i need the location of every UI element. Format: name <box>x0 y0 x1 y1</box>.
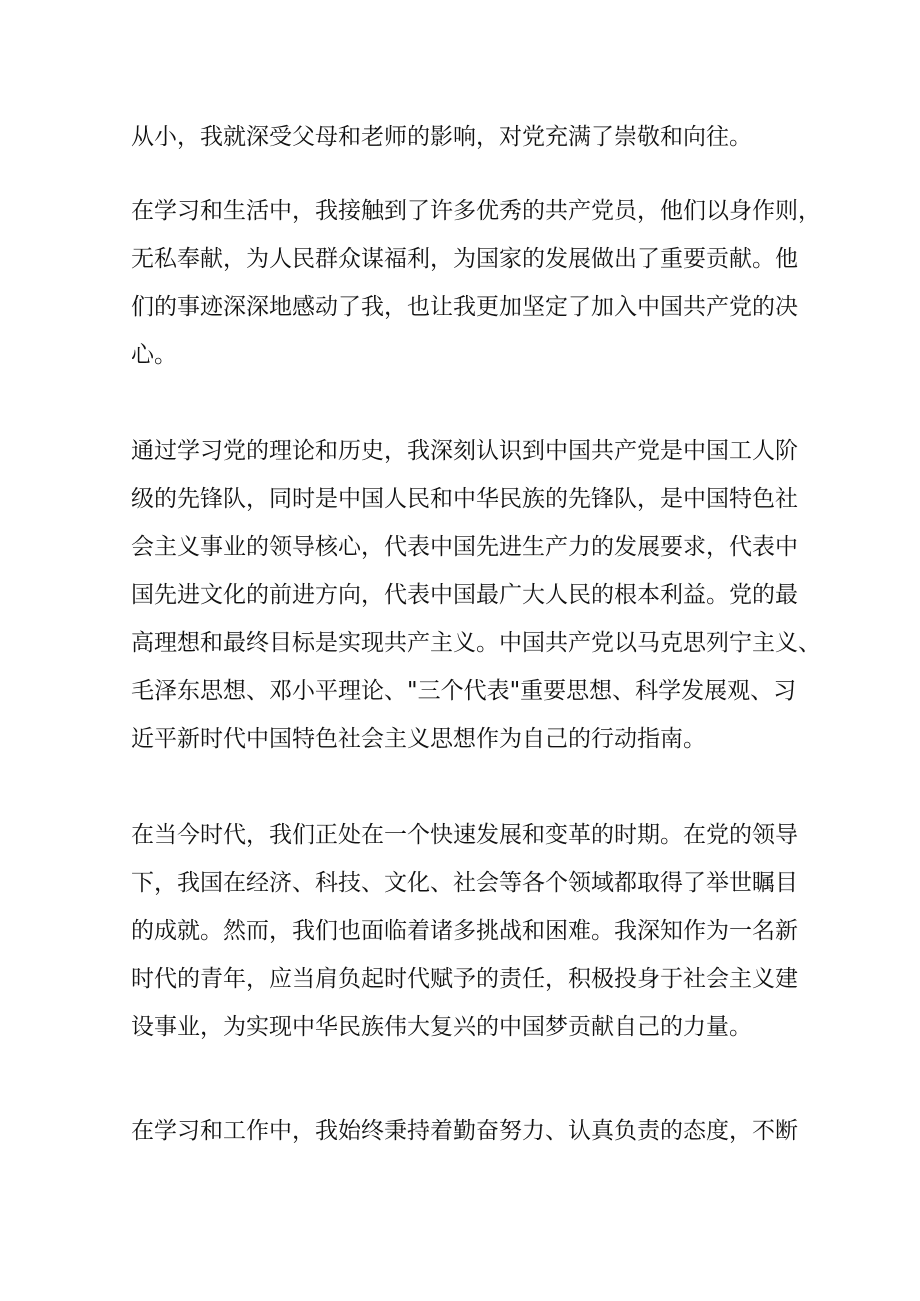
paragraph-1-line-1: 从小，我就深受父母和老师的影响，对党充满了崇敬和向往。 <box>131 124 752 150</box>
paragraph-3-line-1: 通过学习党的理论和历史，我深刻认识到中国共产党是中国工人阶 <box>131 438 798 464</box>
paragraph-3-line-6: 毛泽东思想、邓小平理论、"三个代表"重要思想、科学发展观、习 <box>131 678 797 704</box>
paragraph-4-line-2: 下，我国在经济、科技、文化、社会等各个领域都取得了举世瞩目 <box>131 870 798 896</box>
paragraph-2-line-1: 在学习和生活中，我接触到了许多优秀的共产党员，他们以身作则， <box>131 198 821 224</box>
paragraph-5-line-1: 在学习和工作中，我始终秉持着勤奋努力、认真负责的态度，不断 <box>131 1118 798 1144</box>
paragraph-4-line-5: 设事业，为实现中华民族伟大复兴的中国梦贡献自己的力量。 <box>131 1014 752 1040</box>
paragraph-2-line-2: 无私奉献，为人民群众谋福利，为国家的发展做出了重要贡献。他 <box>131 246 798 272</box>
paragraph-2-line-4: 心。 <box>131 342 177 368</box>
paragraph-3-line-7: 近平新时代中国特色社会主义思想作为自己的行动指南。 <box>131 726 706 752</box>
paragraph-4-line-1: 在当今时代，我们正处在一个快速发展和变革的时期。在党的领导 <box>131 822 798 848</box>
paragraph-3-line-4: 国先进文化的前进方向，代表中国最广大人民的根本利益。党的最 <box>131 582 798 608</box>
paragraph-3-line-3: 会主义事业的领导核心，代表中国先进生产力的发展要求，代表中 <box>131 534 798 560</box>
paragraph-2-line-3: 们的事迹深深地感动了我，也让我更加坚定了加入中国共产党的决 <box>131 294 798 320</box>
paragraph-3-line-2: 级的先锋队，同时是中国人民和中华民族的先锋队，是中国特色社 <box>131 486 798 512</box>
paragraph-4-line-3: 的成就。然而，我们也面临着诸多挑战和困难。我深知作为一名新 <box>131 918 798 944</box>
paragraph-4-line-4: 时代的青年，应当肩负起时代赋予的责任，积极投身于社会主义建 <box>131 966 798 992</box>
paragraph-3-line-5: 高理想和最终目标是实现共产主义。中国共产党以马克思列宁主义、 <box>131 630 821 656</box>
